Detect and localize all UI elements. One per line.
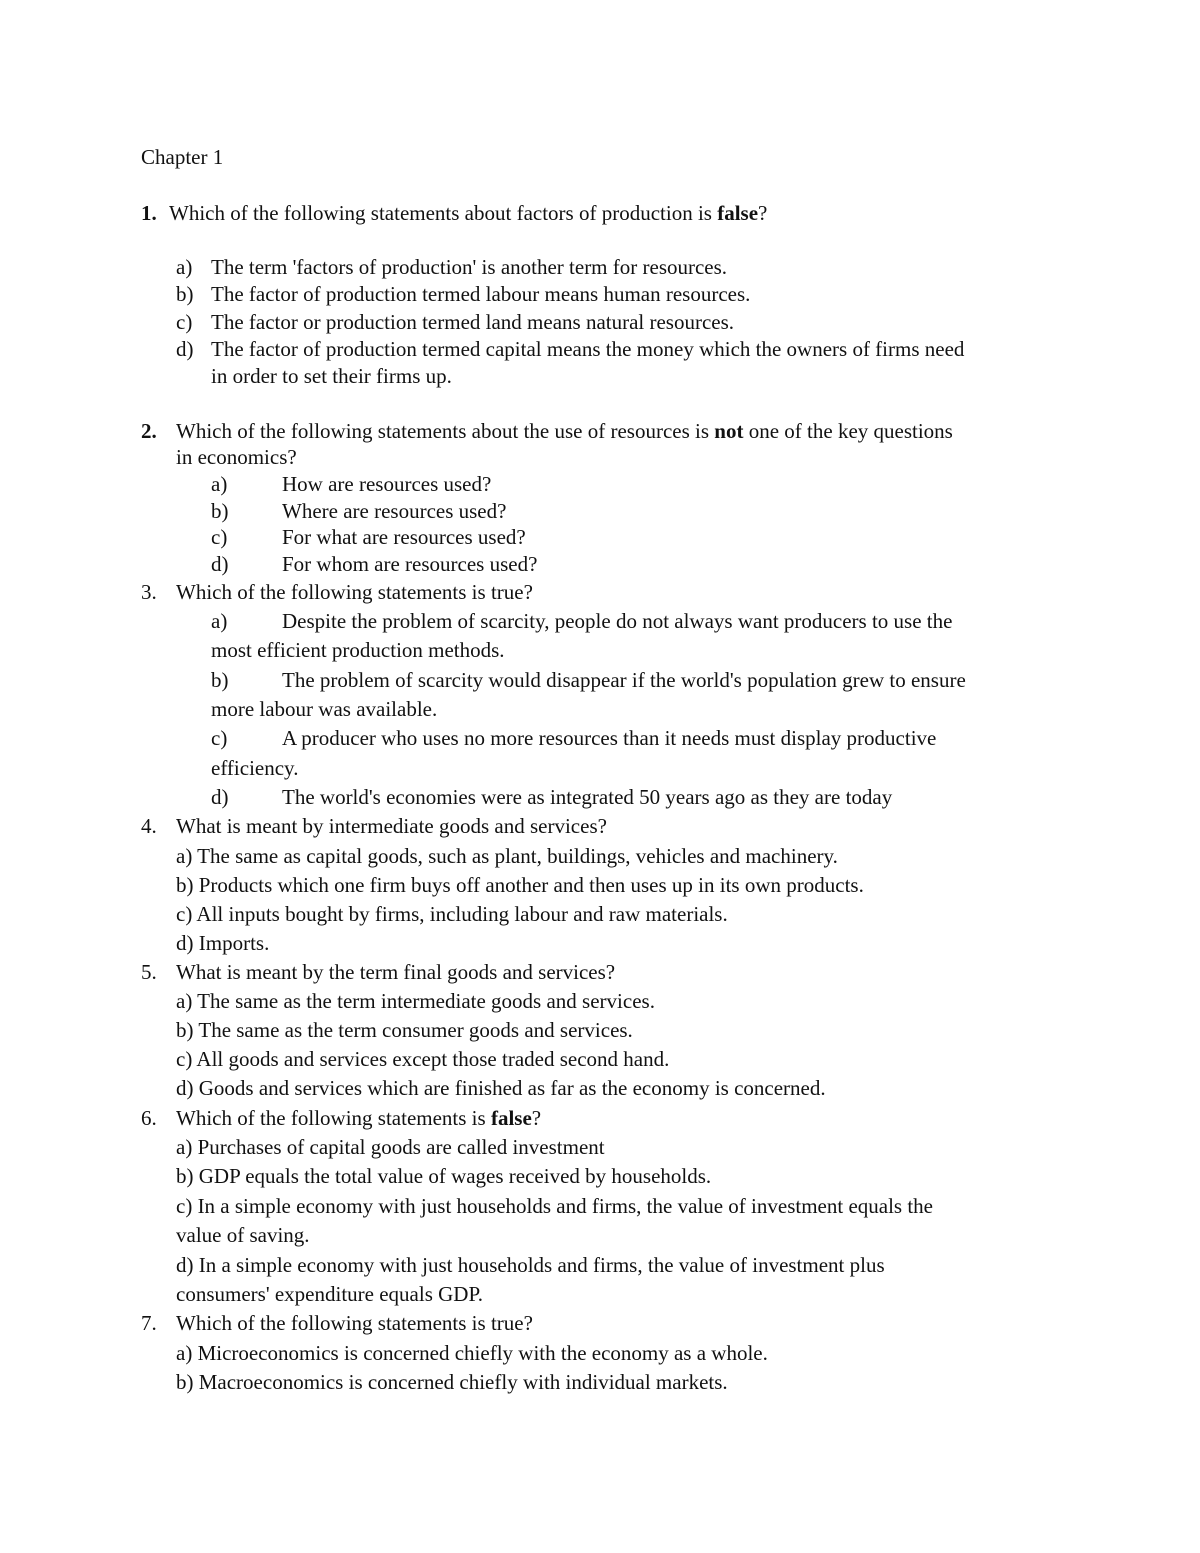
question-text: Which of the following statements about the use of resources is not one of the key questions xyxy=(176,419,953,443)
option-letter: c) xyxy=(211,525,228,549)
option-text: b) Products which one firm buys off another and then uses up in its own products. xyxy=(176,873,864,897)
option-letter: b) xyxy=(211,499,229,523)
option-text: For whom are resources used? xyxy=(282,552,538,576)
option-text: The world's economies were as integrated 50 years ago as they are today xyxy=(282,785,893,809)
option-text: a) The same as capital goods, such as plant, buildings, vehicles and machinery. xyxy=(176,844,838,868)
option-text: The factor or production termed land means natural resources. xyxy=(211,310,735,334)
option-text: b) Macroeconomics is concerned chiefly with individual markets. xyxy=(176,1370,728,1394)
option-text-continued: most efficient production methods. xyxy=(211,638,505,662)
option-letter: a) xyxy=(211,609,228,633)
option-letter: d) xyxy=(176,337,194,361)
option-text-continued: more labour was available. xyxy=(211,697,438,721)
question-text: Which of the following statements about factors of production is false? xyxy=(169,201,768,225)
question-number: 6. xyxy=(141,1106,157,1130)
question-text-continued: in economics? xyxy=(176,445,297,469)
option-text-continued: efficiency. xyxy=(211,756,299,780)
option-text: b) The same as the term consumer goods and services. xyxy=(176,1018,633,1042)
option-letter: a) xyxy=(176,255,193,279)
option-text: Where are resources used? xyxy=(282,499,507,523)
emphasis-word: false xyxy=(490,1106,532,1130)
option-text: d) Imports. xyxy=(176,931,270,955)
question-text: What is meant by intermediate goods and services? xyxy=(176,814,607,838)
question-number: 3. xyxy=(141,580,157,604)
option-text-continued: in order to set their firms up. xyxy=(211,364,452,388)
option-letter: b) xyxy=(211,668,229,692)
question-number: 1. xyxy=(141,201,157,225)
option-text: a) Microeconomics is concerned chiefly with the economy as a whole. xyxy=(176,1341,768,1365)
option-text: a) The same as the term intermediate goods and services. xyxy=(176,989,655,1013)
question-number: 7. xyxy=(141,1311,157,1335)
option-text: c) All inputs bought by firms, including labour and raw materials. xyxy=(176,902,728,926)
option-text: For what are resources used? xyxy=(282,525,526,549)
option-text: d) In a simple economy with just households and firms, the value of investment plus xyxy=(176,1253,885,1277)
question-number: 5. xyxy=(141,960,157,984)
emphasis-word: not xyxy=(714,419,744,443)
option-text: a) Purchases of capital goods are called investment xyxy=(176,1135,605,1159)
option-text: b) GDP equals the total value of wages received by households. xyxy=(176,1164,712,1188)
option-text: d) Goods and services which are finished as far as the economy is concerned. xyxy=(176,1076,826,1100)
option-letter: b) xyxy=(176,282,194,306)
option-text: How are resources used? xyxy=(282,472,492,496)
question-text: What is meant by the term final goods and services? xyxy=(176,960,616,984)
option-text: Despite the problem of scarcity, people do not always want producers to use the xyxy=(282,609,953,633)
option-letter: c) xyxy=(211,726,228,750)
option-letter: d) xyxy=(211,785,229,809)
question-text: Which of the following statements is true? xyxy=(176,1311,533,1335)
question-number: 4. xyxy=(141,814,157,838)
option-text: The factor of production termed capital means the money which the owners of firms need xyxy=(211,337,965,361)
option-text: c) In a simple economy with just households and firms, the value of investment equals the xyxy=(176,1194,934,1218)
option-letter: a) xyxy=(211,472,228,496)
option-text: c) All goods and services except those traded second hand. xyxy=(176,1047,670,1071)
question-text: Which of the following statements is false? xyxy=(176,1106,542,1130)
option-text-continued: consumers' expenditure equals GDP. xyxy=(176,1282,484,1306)
option-text: A producer who uses no more resources than it needs must display productive xyxy=(282,726,937,750)
option-text: The problem of scarcity would disappear if the world's population grew to ensure xyxy=(282,668,966,692)
question-text: Which of the following statements is true? xyxy=(176,580,533,604)
option-text: The term 'factors of production' is another term for resources. xyxy=(211,255,728,279)
option-letter: c) xyxy=(176,310,193,334)
option-text: The factor of production termed labour means human resources. xyxy=(211,282,751,306)
question-number: 2. xyxy=(141,419,157,443)
emphasis-word: false xyxy=(717,201,759,225)
option-text-continued: value of saving. xyxy=(176,1223,310,1247)
option-letter: d) xyxy=(211,552,229,576)
chapter-title: Chapter 1 xyxy=(141,145,224,169)
